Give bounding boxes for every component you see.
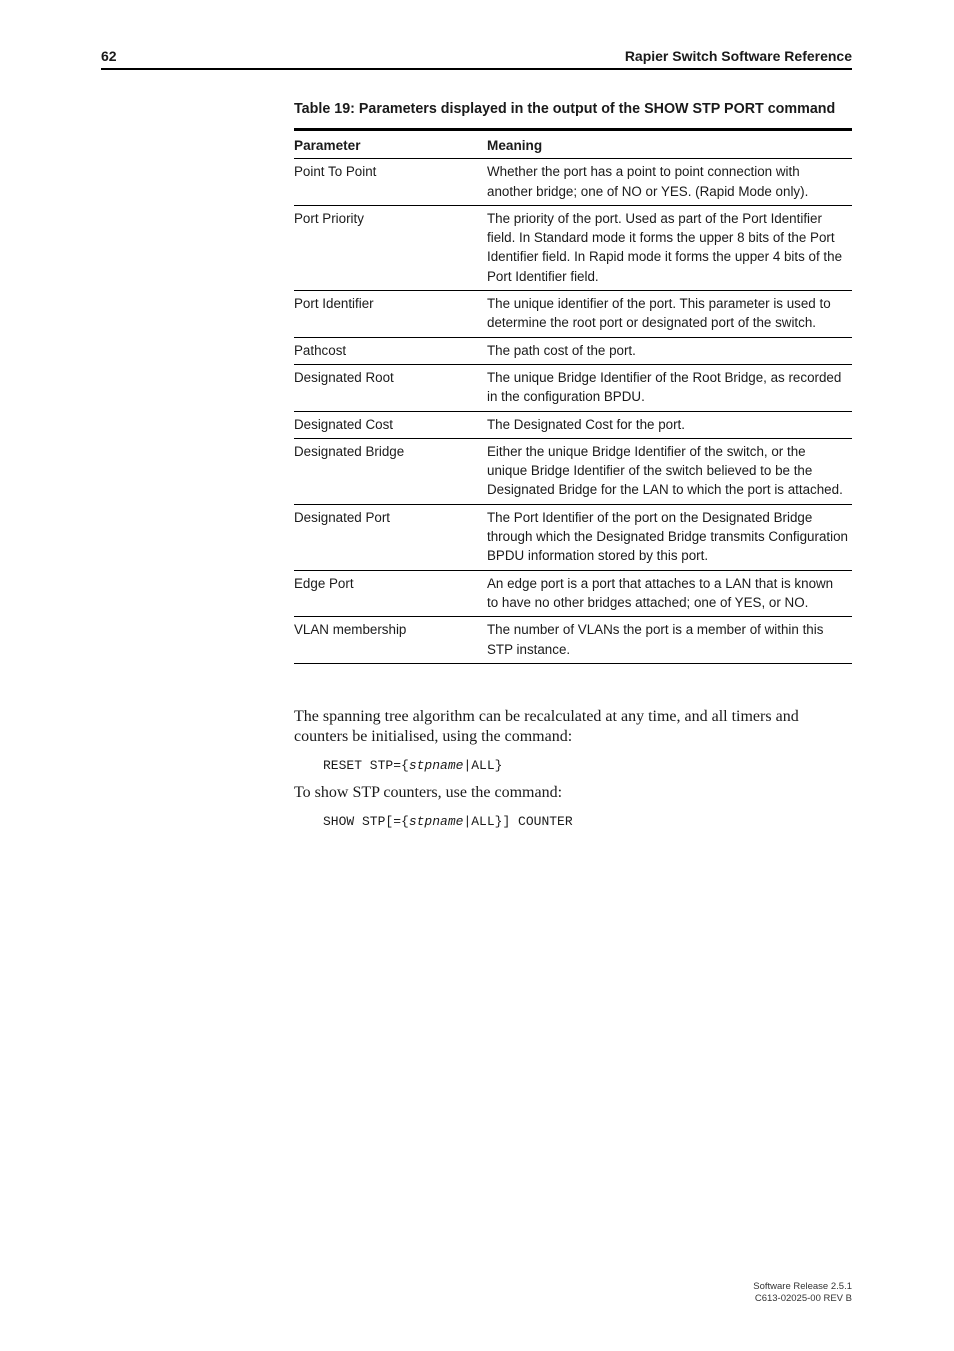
command-text: SHOW STP[={: [323, 814, 409, 829]
parameter-cell: Point To Point: [294, 159, 487, 206]
reset-command: [323, 758, 502, 773]
parameter-cell: Port Priority: [294, 205, 487, 290]
meaning-cell: The path cost of the port.: [487, 337, 852, 364]
parameter-cell: Designated Cost: [294, 411, 487, 438]
meaning-cell: Whether the port has a point to point connection with another bridge; one of NO or YES. (Rapid Mode only).: [487, 159, 852, 206]
document-id: C613-02025-00 REV B: [754, 1293, 852, 1304]
parameter-cell: Port Identifier: [294, 291, 487, 338]
table-row: [294, 570, 852, 617]
software-release: Software Release 2.5.1: [753, 1281, 852, 1292]
table-row: [294, 504, 852, 570]
book-title: Rapier Switch Software Reference: [624, 48, 852, 64]
parameter-cell: Designated Port: [294, 504, 487, 570]
command-text: |ALL}] COUNTER: [463, 814, 573, 829]
table-row: [294, 337, 852, 364]
table-row: [294, 205, 852, 290]
reset-paragraph: The spanning tree algorithm can be recalculated at any time, and all timers and counters be initialised, using the command:: [294, 708, 799, 745]
meaning-cell: The unique Bridge Identifier of the Root Bridge, as recorded in the configuration BPDU.: [487, 364, 852, 411]
parameter-cell: Pathcost: [294, 337, 487, 364]
column-header-meaning: Meaning: [487, 130, 852, 159]
table-row: [294, 291, 852, 338]
table-header-row: [294, 130, 852, 159]
table-row: [294, 159, 852, 206]
page-header: [101, 48, 852, 70]
meaning-cell: The unique identifier of the port. This parameter is used to determine the root port or designated port of the switch.: [487, 291, 852, 338]
command-text: RESET STP={: [323, 758, 409, 773]
meaning-cell: An edge port is a port that attaches to a LAN that is known to have no other bridges attached; one of YES, or NO.: [487, 570, 852, 617]
parameter-cell: Designated Root: [294, 364, 487, 411]
meaning-cell: The Designated Cost for the port.: [487, 411, 852, 438]
page-number: 62: [101, 48, 117, 64]
command-text: |ALL}: [463, 758, 503, 773]
parameter-cell: VLAN membership: [294, 617, 487, 664]
command-parameter: stpname: [408, 814, 464, 829]
meaning-cell: The Port Identifier of the port on the Designated Bridge through which the Designated Bridge transmits Configuration BPDU information stored by this port.: [487, 504, 852, 570]
table-row: [294, 617, 852, 664]
show-counter-command: [323, 814, 573, 829]
table-row: [294, 411, 852, 438]
table-row: [294, 364, 852, 411]
column-header-parameter: Parameter: [294, 130, 487, 159]
parameters-table: [294, 128, 852, 664]
meaning-cell: The number of VLANs the port is a member of within this STP instance.: [487, 617, 852, 664]
meaning-cell: Either the unique Bridge Identifier of the switch, or the unique Bridge Identifier of the switch believed to be the Designated Bridge for the LAN to which the port is attached.: [487, 438, 852, 504]
command-parameter: stpname: [408, 758, 464, 773]
show-counters-paragraph: To show STP counters, use the command:: [294, 784, 563, 801]
meaning-cell: The priority of the port. Used as part of the Port Identifier field. In Standard mode it forms the upper 8 bits of the Port Identifier field. In Rapid mode it forms the upper 4 bits of the Port Identifier field.: [487, 205, 852, 290]
parameter-cell: Designated Bridge: [294, 438, 487, 504]
table-row: [294, 438, 852, 504]
parameter-cell: Edge Port: [294, 570, 487, 617]
table-caption: Table 19: Parameters displayed in the output of the SHOW STP PORT command: [294, 101, 836, 117]
page-footer: [753, 1281, 852, 1305]
